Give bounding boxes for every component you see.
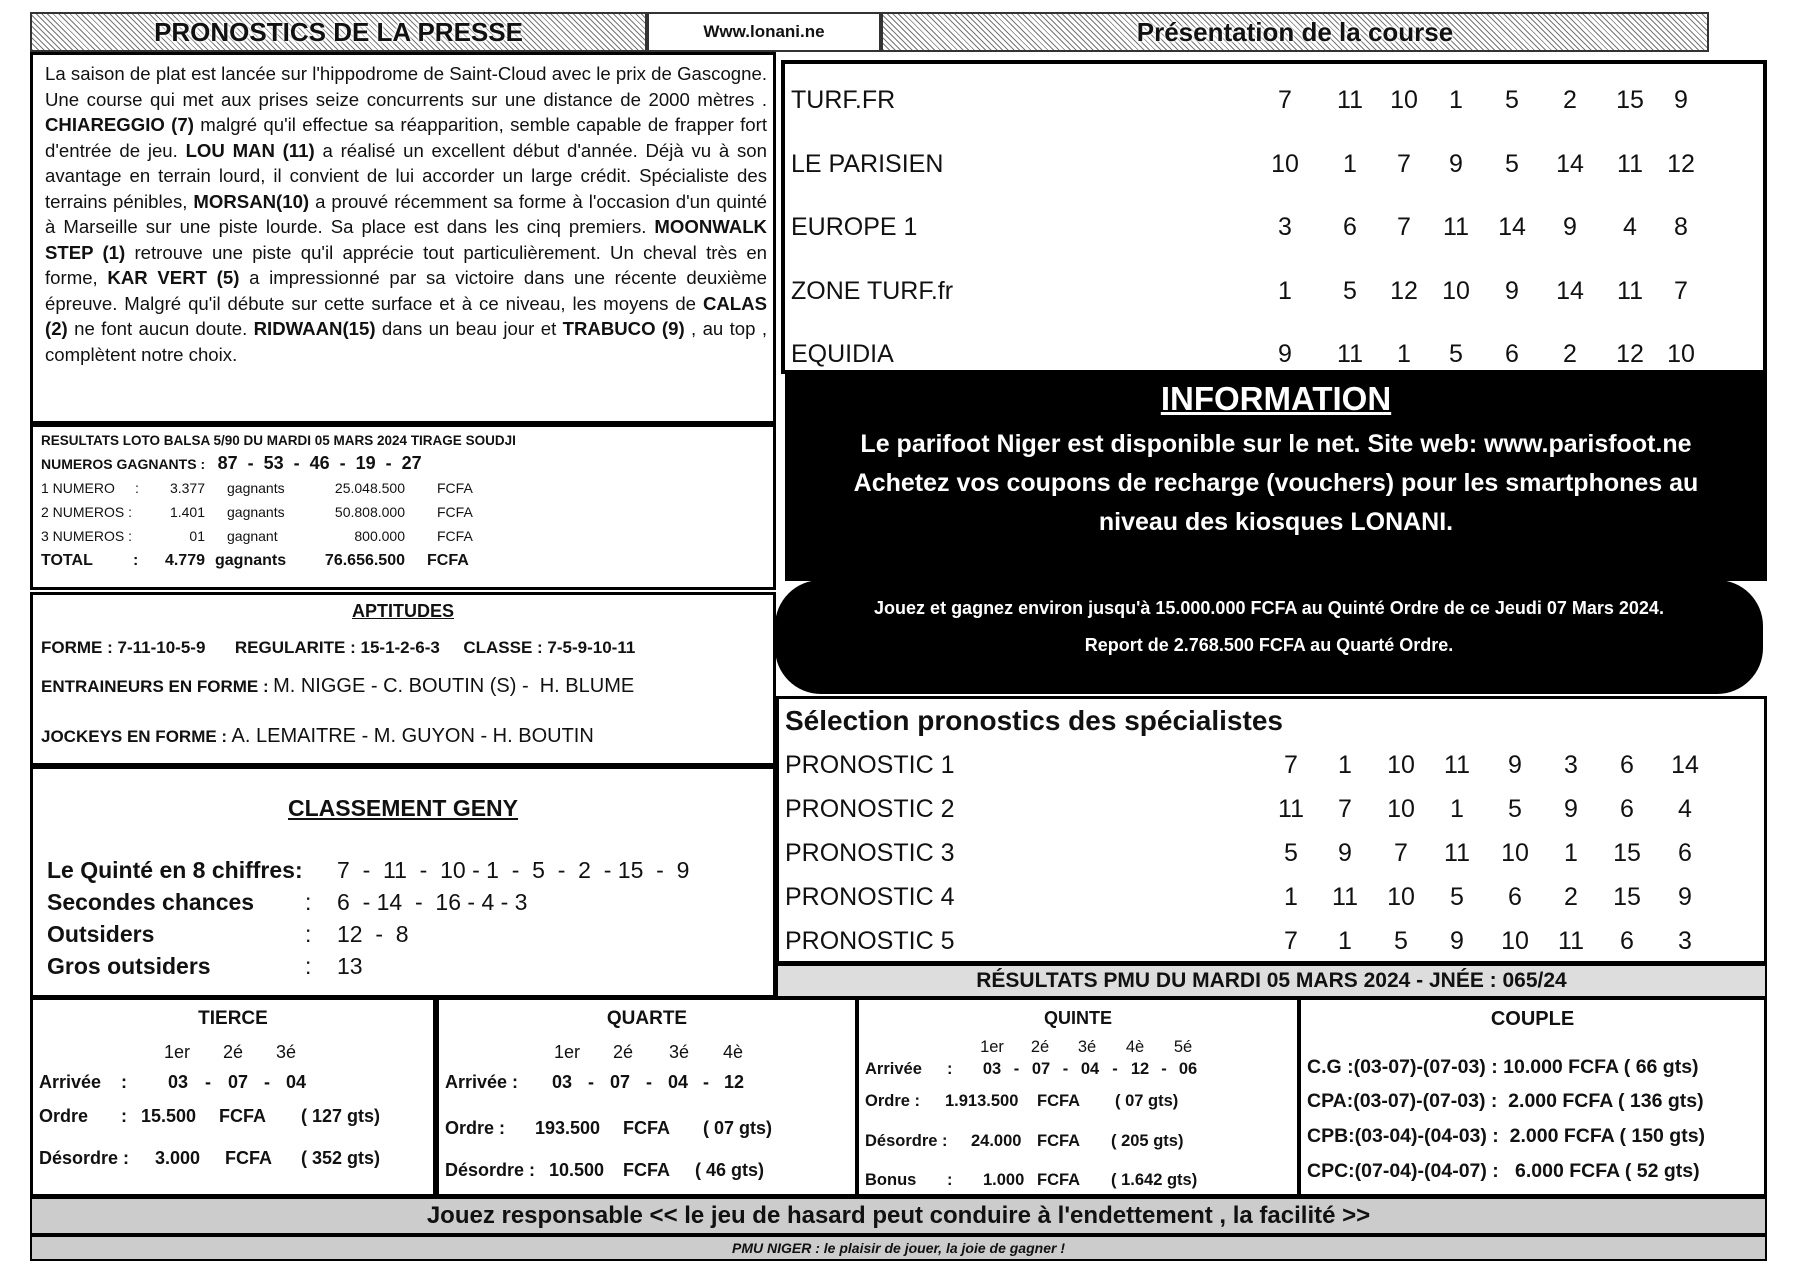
- article-segment: a impressionné par sa victoire dans une récente deuxième épreuve. Malgré qu'il débute sur cette surface et à ce niveau, les moyens de: [45, 267, 767, 314]
- pronostic-row: [779, 839, 1764, 869]
- arrivee-number: 07: [227, 1072, 249, 1092]
- couple-row-1: C.G :(03-07)-(07-03) : 10.000 FCFA ( 66 gts): [1307, 1056, 1699, 1078]
- quarte-arrivee-row: [445, 1072, 855, 1093]
- couple-panel: [1298, 997, 1767, 1197]
- press-number: 1: [1278, 276, 1292, 305]
- quarte-panel: [436, 997, 858, 1197]
- aptitudes-title: APTITUDES: [351, 601, 454, 621]
- geny-row: [47, 953, 773, 983]
- selection-panel: [776, 696, 1767, 964]
- couple-row-3: CPB:(03-04)-(04-03) : 2.000 FCFA ( 150 gts): [1307, 1125, 1706, 1147]
- geny-label: Gros outsiders: [47, 953, 211, 979]
- press-number: 15: [1616, 86, 1644, 114]
- header-right: [881, 12, 1709, 52]
- loto-label: 2 NUMEROS :: [41, 504, 133, 520]
- pronostic-label: PRONOSTIC 5: [785, 927, 955, 955]
- place-label: 5é: [1173, 1038, 1193, 1056]
- press-number: 1: [1343, 149, 1357, 178]
- place-label: 4è: [1125, 1038, 1145, 1056]
- press-row: [785, 86, 1763, 116]
- tierce-desordre-gts: ( 352 gts): [301, 1148, 381, 1168]
- geny-label: Secondes chances: [47, 889, 255, 915]
- jackpot-line-2: Report de 2.768.500 FCFA au Quarté Ordre.: [1084, 635, 1454, 655]
- place-label: 4è: [722, 1042, 744, 1062]
- pronostic-number: 6: [1620, 795, 1634, 823]
- press-number: 9: [1278, 340, 1292, 368]
- tierce-ordre-cur: FCFA: [219, 1106, 266, 1126]
- quinte-arrivee-row: Arrivée : 03 - 07 - 04 - 12 - 06: [865, 1060, 1297, 1079]
- tierce-desordre-cur: FCFA: [225, 1148, 272, 1168]
- quinte-ordre-cur: FCFA: [1037, 1092, 1081, 1110]
- place-label: 2é: [1030, 1038, 1050, 1056]
- pronostic-number: 6: [1508, 883, 1522, 911]
- article-segment: , au top , complètent notre choix.: [45, 318, 767, 365]
- pronostic-number: 11: [1444, 751, 1470, 779]
- quarte-desordre-value: 10.500: [549, 1160, 605, 1180]
- information-panel: [785, 374, 1767, 581]
- loto-winning-label: NUMEROS GAGNANTS :: [41, 456, 206, 472]
- press-number: 11: [1617, 276, 1643, 305]
- tierce-ordre-row: Ordre : 15.500 FCFA ( 127 gts): [39, 1106, 381, 1126]
- loto-currency: FCFA: [437, 480, 473, 496]
- entraineurs-label: ENTRAINEURS EN FORME :: [41, 677, 269, 696]
- arrivee-number: 12: [1130, 1060, 1150, 1078]
- pronostic-label: PRONOSTIC 2: [785, 795, 955, 823]
- article-segment: a réalisé un excellent début d'année. Déjà vu à son avantage en terrain lourd, il convient de lui accorder un large crédit. Spécialiste des terrains pénibles,: [45, 139, 767, 212]
- press-number: 6: [1343, 213, 1357, 241]
- place-label: 3é: [275, 1042, 297, 1062]
- arrivee-dash: -: [588, 1072, 594, 1092]
- press-number: 12: [1667, 149, 1695, 178]
- tierce-panel: [30, 997, 436, 1197]
- quinte-ordre-gts: ( 07 gts): [1115, 1092, 1179, 1110]
- pronostic-number: 9: [1508, 751, 1522, 779]
- classe-label: CLASSE :: [463, 638, 543, 657]
- press-source: ZONE TURF.fr: [791, 276, 954, 305]
- jockeys-row: [41, 725, 765, 748]
- pronostic-number: 5: [1394, 927, 1408, 955]
- tierce-ordre-gts: ( 127 gts): [301, 1106, 381, 1126]
- press-number: 11: [1617, 149, 1643, 178]
- press-row: [785, 340, 1763, 370]
- article-segment: dans un beau jour et: [375, 318, 563, 339]
- pronostic-label: PRONOSTIC 3: [785, 839, 955, 867]
- quinte-ordre-row: [865, 1092, 1297, 1111]
- geny-value: 12 - 8: [337, 921, 409, 947]
- information-title: INFORMATION: [1160, 380, 1392, 417]
- loto-word: gagnants: [227, 480, 285, 496]
- loto-count: 3.377: [169, 480, 205, 496]
- tierce-ordre-value: 15.500: [141, 1106, 197, 1126]
- arrivee-dash: -: [264, 1072, 270, 1092]
- pronostic-number: 10: [1387, 795, 1415, 823]
- quarte-ordre-gts: ( 07 gts): [703, 1118, 773, 1138]
- entraineurs-row: [41, 675, 765, 698]
- arrivee-dash: -: [1112, 1060, 1118, 1078]
- loto-amount: 25.048.500: [334, 480, 405, 496]
- horse-name: CALAS (2): [45, 292, 767, 339]
- arrivee-number: 07: [609, 1072, 631, 1092]
- article-segment: a prouvé récemment sa forme à l'occasion d'un quinté à Marseille sur une piste lourde. Sa place est dans les cinq premiers.: [45, 190, 767, 237]
- press-number: 12: [1390, 276, 1418, 305]
- loto-amount: 800.000: [354, 528, 405, 544]
- press-number: 9: [1674, 86, 1688, 114]
- geny-label: Outsiders: [47, 921, 155, 947]
- geny-row: [47, 889, 773, 919]
- loto-title: RESULTATS LOTO BALSA 5/90 DU MARDI 05 MARS 2024 TIRAGE SOUDJI: [41, 433, 516, 448]
- loto-currency: FCFA: [437, 504, 473, 520]
- arrivee-dash: -: [205, 1072, 211, 1092]
- press-number: 11: [1337, 86, 1363, 114]
- press-number: 1: [1449, 86, 1463, 114]
- pronostic-number: 9: [1564, 795, 1578, 823]
- loto-currency: FCFA: [437, 528, 473, 544]
- loto-count: 01: [189, 528, 205, 544]
- couple-title: COUPLE: [1490, 1008, 1575, 1030]
- arrivee-dash: -: [1062, 1060, 1069, 1078]
- place-label: 1er: [163, 1042, 190, 1062]
- press-number: 5: [1505, 149, 1519, 178]
- loto-word: gagnants: [227, 504, 285, 520]
- quarte-ordre-value: 193.500: [535, 1118, 601, 1138]
- geny-row: [47, 857, 773, 887]
- tierce-title: TIERCE: [198, 1008, 268, 1029]
- pronostic-number: 9: [1450, 927, 1464, 955]
- quinte-desordre-gts: ( 205 gts): [1111, 1132, 1184, 1150]
- pronostic-label: PRONOSTIC 1: [785, 751, 955, 779]
- pronostic-number: 7: [1284, 927, 1298, 955]
- arrivee-number: 04: [1080, 1060, 1100, 1078]
- couple-row-2: CPA:(03-07)-(07-03) : 2.000 FCFA ( 136 gts): [1307, 1090, 1704, 1112]
- press-number: 14: [1556, 276, 1584, 305]
- quinte-desordre-cur: FCFA: [1037, 1132, 1081, 1150]
- aptitudes-panel: [30, 592, 776, 766]
- pronostic-number: 3: [1678, 927, 1692, 955]
- classe-value: 7-5-9-10-11: [547, 638, 636, 657]
- loto-amount: 50.808.000: [334, 504, 405, 520]
- loto-currency: FCFA: [427, 552, 469, 569]
- loto-count: 4.779: [164, 552, 205, 569]
- geny-colon: :: [305, 921, 312, 947]
- results-banner: [776, 964, 1767, 998]
- tierce-arrivee-label: Arrivée: [39, 1072, 102, 1092]
- quarte-desordre-label: Désordre :: [445, 1160, 536, 1180]
- quinte-desordre-value: 24.000: [971, 1132, 1022, 1150]
- pronostic-number: 11: [1444, 839, 1470, 867]
- quarte-desordre-cur: FCFA: [623, 1160, 670, 1180]
- horse-name: MOONWALK STEP (1): [45, 216, 767, 263]
- pronostic-number: 11: [1332, 883, 1358, 911]
- horse-name: TRABUCO (9): [562, 318, 685, 339]
- press-number: 7: [1397, 149, 1411, 178]
- press-source: TURF.FR: [791, 86, 896, 114]
- quarte-title: QUARTE: [606, 1008, 688, 1029]
- quarte-desordre-row: [445, 1160, 855, 1181]
- loto-label: TOTAL: [41, 552, 93, 569]
- pronostic-number: 10: [1501, 839, 1529, 867]
- tierce-ordre-label: Ordre: [39, 1106, 89, 1126]
- press-number: 7: [1397, 213, 1411, 241]
- press-row: [785, 277, 1763, 307]
- arrivee-number: 03: [982, 1060, 1002, 1078]
- selection-rows: [779, 699, 1764, 961]
- press-number: 2: [1563, 86, 1577, 114]
- arrivee-number: 12: [723, 1072, 745, 1092]
- pronostic-number: 1: [1284, 883, 1298, 911]
- couple-row-4: CPC:(07-04)-(04-07) : 6.000 FCFA ( 52 gts): [1307, 1160, 1700, 1182]
- article-text: [45, 61, 767, 367]
- press-number: 10: [1271, 149, 1299, 178]
- press-number: 11: [1337, 340, 1363, 368]
- place-label: 2é: [612, 1042, 634, 1062]
- jockeys-label: JOCKEYS EN FORME :: [41, 727, 228, 746]
- article-segment: La saison de plat est lancée sur l'hippodrome de Saint-Cloud avec le prix de Gascogne. Une course qui met aux prises seize concurrents sur une distance de 2000 mètres .: [45, 63, 767, 110]
- geny-colon: :: [305, 953, 312, 979]
- pronostic-number: 6: [1620, 751, 1634, 779]
- quinte-bonus-value: 1.000: [983, 1171, 1025, 1189]
- tierce-desordre-value: 3.000: [155, 1148, 201, 1168]
- pronostic-number: 1: [1338, 927, 1352, 955]
- horse-name: KAR VERT (5): [107, 267, 240, 288]
- header-left: [30, 12, 647, 52]
- place-label: 3é: [1077, 1038, 1097, 1056]
- quinte-title: QUINTE: [1043, 1008, 1112, 1028]
- geny-label: Le Quinté en 8 chiffres:: [47, 857, 303, 883]
- press-rows: [785, 64, 1763, 370]
- pronostic-number: 7: [1284, 751, 1298, 779]
- pronostic-number: 5: [1508, 795, 1522, 823]
- loto-results: [30, 424, 776, 590]
- pronostic-number: 4: [1678, 795, 1692, 823]
- forme-label: FORME :: [41, 638, 113, 657]
- arrivee-number: 03: [551, 1072, 573, 1092]
- selection-title: Sélection pronostics des spécialistes: [785, 705, 1283, 736]
- press-number: 8: [1674, 213, 1688, 241]
- information-line-3: niveau des kiosques LONANI.: [1098, 508, 1454, 536]
- arrivee-number: 07: [1031, 1060, 1051, 1078]
- loto-row: [41, 504, 765, 528]
- jockeys-value: A. LEMAITRE - M. GUYON - H. BOUTIN: [231, 725, 594, 747]
- press-number: 10: [1667, 340, 1695, 368]
- loto-sep: :: [135, 480, 139, 496]
- pronostic-number: 7: [1338, 795, 1352, 823]
- press-number: 3: [1278, 213, 1292, 241]
- quinte-desordre-label: Désordre :: [865, 1132, 948, 1150]
- quinte-bonus-label: Bonus: [865, 1171, 917, 1189]
- loto-amount: 76.656.500: [324, 552, 405, 569]
- quarte-ordre-cur: FCFA: [623, 1118, 670, 1138]
- information-line-2: Achetez vos coupons de recharge (vouchers) pour les smartphones au: [853, 469, 1699, 497]
- arrivee-dash: -: [1161, 1060, 1167, 1078]
- press-source: EUROPE 1: [791, 213, 918, 241]
- quinte-arrivee-label: Arrivée: [865, 1060, 922, 1078]
- press-number: 5: [1343, 276, 1357, 305]
- geny-rows: [33, 769, 773, 995]
- aptitudes-forme-row: [41, 638, 765, 658]
- press-number: 6: [1505, 340, 1519, 368]
- press-number: 7: [1278, 86, 1292, 114]
- header-left-title: PRONOSTICS DE LA PRESSE: [154, 17, 523, 47]
- header-right-title: Présentation de la course: [1136, 17, 1454, 47]
- press-number: 1: [1397, 340, 1411, 368]
- geny-value: 13: [337, 953, 363, 979]
- place-label: 3é: [668, 1042, 690, 1062]
- arrivee-dash: -: [1013, 1060, 1020, 1078]
- article-segment: retrouve une piste qu'il apprécie tout particulièrement. Un cheval très en forme,: [45, 241, 767, 288]
- horse-name: CHIAREGGIO (7): [45, 114, 194, 135]
- arrivee-number: 06: [1178, 1060, 1198, 1078]
- pronostic-number: 11: [1278, 795, 1304, 823]
- geny-row: [47, 921, 773, 951]
- press-number: 12: [1616, 340, 1644, 368]
- horse-name: MORSAN(10): [193, 190, 310, 212]
- loto-winning: [41, 453, 765, 474]
- arrivee-dash: -: [703, 1072, 709, 1092]
- pronostic-number: 15: [1613, 839, 1641, 867]
- horse-name: RIDWAAN(15): [253, 318, 376, 339]
- pronostic-row: [779, 795, 1764, 825]
- loto-winning-numbers: 87 - 53 - 46 - 19 - 27: [217, 453, 422, 473]
- pronostic-number: 9: [1678, 883, 1692, 911]
- arrivee-number: 04: [667, 1072, 689, 1092]
- header-site[interactable]: [647, 12, 881, 52]
- pronostic-number: 6: [1678, 839, 1692, 867]
- press-article: [30, 52, 776, 424]
- geny-panel: [30, 766, 776, 998]
- pronostic-number: 10: [1387, 751, 1415, 779]
- pronostic-number: 2: [1564, 883, 1578, 911]
- pronostic-number: 6: [1620, 927, 1634, 955]
- press-number: 14: [1498, 213, 1526, 241]
- quinte-bonus-cur: FCFA: [1037, 1171, 1081, 1189]
- regularite-value: 15-1-2-6-3: [360, 638, 440, 657]
- press-source: EQUIDIA: [791, 340, 894, 368]
- pronostic-number: 1: [1338, 751, 1352, 779]
- loto-word: gagnants: [215, 552, 287, 569]
- pronostic-number: 10: [1387, 883, 1415, 911]
- press-number: 11: [1443, 213, 1469, 241]
- pronostic-number: 5: [1284, 839, 1298, 867]
- forme-value: 7-11-10-5-9: [117, 638, 206, 657]
- pronostic-number: 15: [1613, 883, 1641, 911]
- press-number: 5: [1505, 86, 1519, 114]
- responsible-banner: [30, 1197, 1767, 1235]
- quinte-bonus-row: Bonus : 1.000 FCFA ( 1.642 gts): [865, 1171, 1198, 1189]
- regularite-label: REGULARITE :: [234, 638, 356, 657]
- quinte-panel: [856, 997, 1300, 1197]
- slogan-banner: [30, 1235, 1767, 1261]
- press-number: 5: [1449, 340, 1463, 368]
- pronostic-number: 14: [1671, 751, 1699, 779]
- press-number: 7: [1674, 276, 1688, 305]
- place-label: 1er: [980, 1038, 1004, 1056]
- pronostic-number: 1: [1450, 795, 1464, 823]
- quarte-desordre-gts: ( 46 gts): [695, 1160, 765, 1180]
- press-number: 2: [1563, 340, 1577, 368]
- pronostic-row: [779, 927, 1764, 957]
- pronostic-label: PRONOSTIC 4: [785, 883, 955, 911]
- place-label: 1er: [553, 1042, 580, 1062]
- press-number: 9: [1505, 276, 1519, 305]
- press-number: 4: [1623, 213, 1637, 241]
- press-table: [781, 60, 1767, 374]
- arrivee-number: 04: [285, 1072, 307, 1092]
- place-label: 2é: [222, 1042, 244, 1062]
- tierce-arrivee-row: Arrivée : 03 - 07 - 04: [39, 1072, 433, 1093]
- tierce-desordre-row: [39, 1148, 433, 1169]
- loto-row: [41, 528, 765, 552]
- tierce-desordre-label: Désordre :: [39, 1148, 130, 1168]
- pronostic-number: 7: [1394, 839, 1408, 867]
- loto-label: 3 NUMEROS :: [41, 528, 133, 544]
- pronostic-row: [779, 883, 1764, 913]
- geny-value: 7 - 11 - 10 - 1 - 5 - 2 - 15 - 9: [337, 857, 690, 883]
- press-number: 10: [1390, 86, 1418, 114]
- pronostic-number: 9: [1338, 839, 1352, 867]
- loto-label: 1 NUMERO: [41, 480, 115, 496]
- horse-name: LOU MAN (11): [185, 139, 315, 161]
- press-number: 9: [1563, 213, 1577, 241]
- pronostic-row: [779, 751, 1764, 781]
- loto-row: [41, 480, 765, 504]
- loto-sep: :: [133, 552, 139, 569]
- loto-total-row: [41, 552, 765, 578]
- pronostic-number: 5: [1450, 883, 1464, 911]
- loto-word: gagnant: [227, 528, 278, 544]
- slogan-text: PMU NIGER : le plaisir de jouer, la joie de gagner !: [732, 1240, 1065, 1256]
- responsible-text: Jouez responsable << le jeu de hasard peut conduire à l'endettement , la facilité >>: [426, 1202, 1371, 1229]
- pronostic-number: 11: [1558, 927, 1584, 955]
- arrivee-dash: -: [646, 1072, 652, 1092]
- press-number: 14: [1556, 149, 1584, 178]
- loto-count: 1.401: [169, 504, 205, 520]
- press-source: LE PARISIEN: [791, 149, 944, 178]
- press-number: 10: [1442, 276, 1470, 305]
- press-number: 9: [1449, 149, 1463, 178]
- quarte-arrivee-label: Arrivée :: [445, 1072, 519, 1092]
- loto-rows: [41, 480, 765, 578]
- quarte-ordre-label: Ordre :: [445, 1118, 506, 1138]
- arrivee-number: 03: [167, 1072, 189, 1092]
- quinte-bonus-gts: ( 1.642 gts): [1111, 1171, 1198, 1189]
- quarte-ordre-row: [445, 1118, 855, 1139]
- article-segment: malgré qu'il effectue sa réapparition, semble capable de frapper fort d'entrée de jeu.: [45, 114, 767, 161]
- pronostic-number: 10: [1501, 927, 1529, 955]
- information-line-1: Le parifoot Niger est disponible sur le net. Site web: www.parisfoot.ne: [860, 430, 1692, 458]
- site-link[interactable]: Www.lonani.ne: [703, 22, 825, 41]
- jackpot-banner: [775, 580, 1763, 694]
- quinte-ordre-value: 1.913.500: [945, 1092, 1019, 1110]
- geny-value: 6 - 14 - 16 - 4 - 3: [337, 889, 528, 915]
- results-title: RÉSULTATS PMU DU MARDI 05 MARS 2024 - JNÉE : 065/24: [976, 969, 1567, 992]
- press-row: [785, 213, 1763, 243]
- entraineurs-value: M. NIGGE - C. BOUTIN (S) - H. BLUME: [273, 675, 635, 697]
- jackpot-line-1: Jouez et gagnez environ jusqu'à 15.000.000 FCFA au Quinté Ordre de ce Jeudi 07 Mars 2024.: [874, 598, 1664, 618]
- press-row: [785, 150, 1763, 180]
- article-segment: ne font aucun doute.: [67, 318, 254, 339]
- geny-colon: :: [305, 889, 312, 915]
- pronostic-number: 1: [1564, 839, 1578, 867]
- pronostic-number: 3: [1564, 751, 1578, 779]
- geny-title: CLASSEMENT GENY: [287, 795, 519, 821]
- quinte-desordre-row: [865, 1132, 1297, 1151]
- quinte-ordre-label: Ordre :: [865, 1092, 921, 1110]
